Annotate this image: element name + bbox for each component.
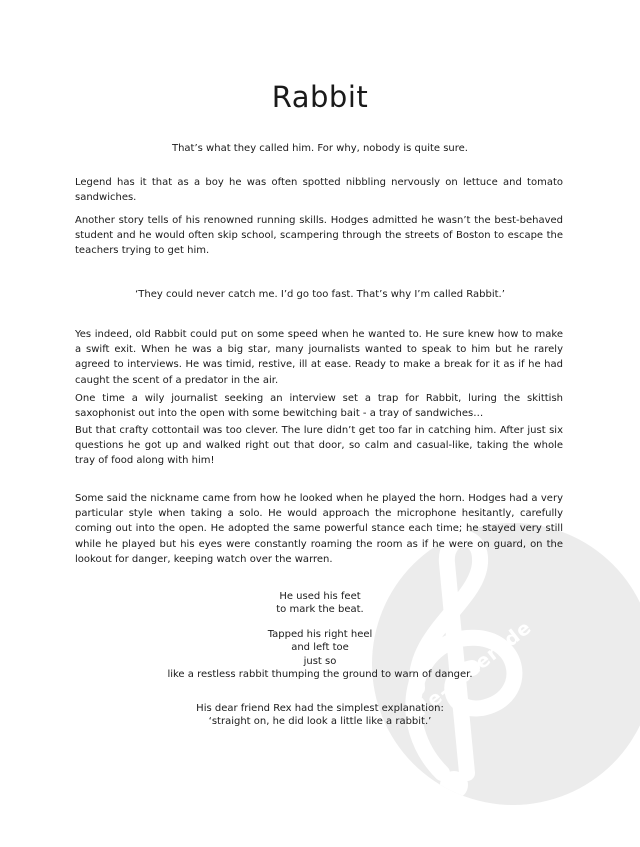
poem-stanza-3 (60, 702, 580, 729)
paragraph-5: Yes indeed, old Rabbit could put on some speed when he wanted to. He sure knew how to make a swift exit. When he was a big star, many journalists wanted to speak to him but he rarely agreed to interviews. He was timid, restive, ill at ease. Ready to make a break for it as if he had caught the scent of a predator in the air. (75, 329, 563, 386)
poem-line: and left toe (291, 642, 349, 654)
poem-line: Tapped his right heel (267, 629, 373, 640)
paragraph-3: Another story tells of his renowned running skills. Hodges admitted he wasn’t the best-behaved student and he would often skip school, scampering through the streets of Boston to escape the teachers trying to get him. (75, 215, 563, 257)
paragraph-8: Some said the nickname came from how he looked when he played the horn. Hodges had a very particular style when taking a solo. He would approach the microphone hesitantly, carefully coming out into the open. He adopted the same powerful stance each time; he stayed very still while he played but his eyes were constantly roaming the room as if he were on guard, on the lookout for danger, keeping watch over the warren. (75, 493, 563, 565)
paragraph-1: That’s what they called him. For why, nobody is quite sure. (171, 143, 468, 154)
paragraph-7: But that crafty cottontail was too clever. The lure didn’t get too far in catching him. After just six questions he got up and walked right out that door, so calm and casual-like, taking the whole tray of food along with him! (75, 425, 563, 467)
poem-stanza-2 (60, 628, 580, 682)
paragraph-6: One time a wily journalist seeking an interview set a trap for Rabbit, luring the skittish saxophonist out into the open with some bewitching bait - a tray of sandwiches… (75, 393, 563, 420)
paragraph-2: Legend has it that as a boy he was often spotted nibbling nervously on lettuce and tomato sandwiches. (75, 177, 563, 204)
poem-stanza-1 (60, 590, 580, 617)
quote: ‘They could never catch me. I’d go too fast. That’s why I’m called Rabbit.’ (135, 289, 505, 300)
poem-line: ‘straight on, he did look a little like a rabbit.’ (208, 716, 432, 728)
poem-line: His dear friend Rex had the simplest explanation: (196, 703, 444, 714)
watermark-text: alle-noten.de (400, 616, 537, 730)
poem-line: to mark the beat. (276, 604, 364, 616)
page-title: Rabbit (271, 80, 369, 114)
poem-line: He used his feet (279, 591, 361, 602)
poem-line: just so (303, 655, 337, 667)
poem-line: like a restless rabbit thumping the ground to warn of danger. (167, 669, 473, 681)
